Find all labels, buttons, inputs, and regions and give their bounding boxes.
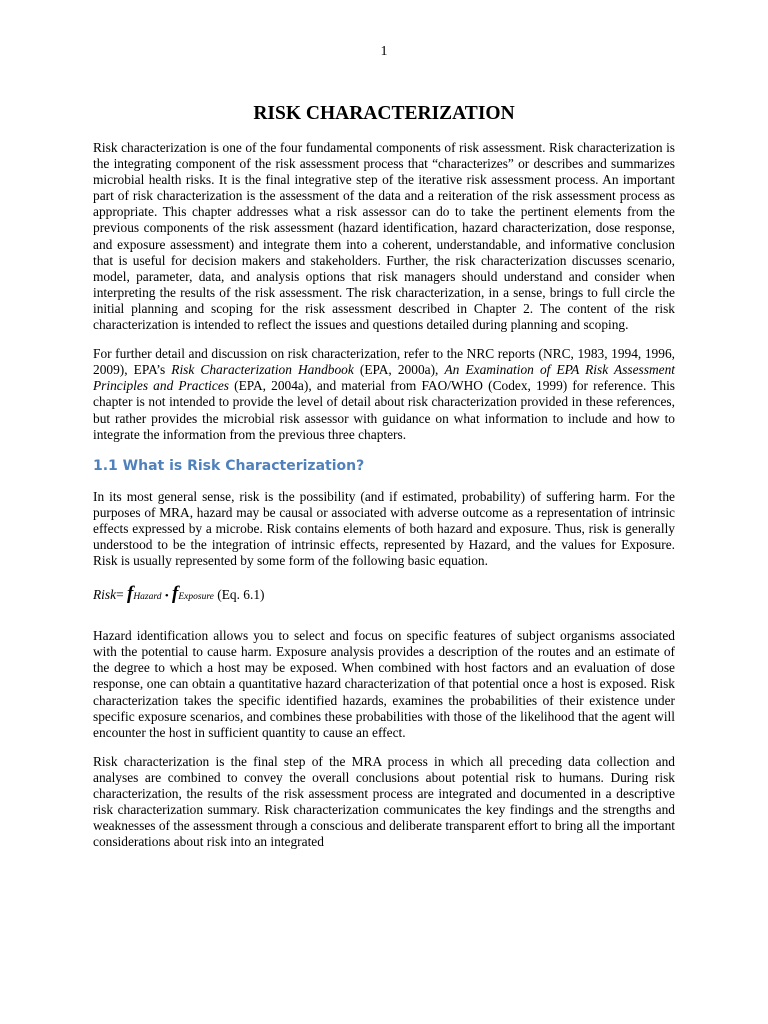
section-paragraph-1: In its most general sense, risk is the possibility (and if estimated, probability) of suffering harm. For the purposes of MRA, hazard may be causal or associated with adverse outcome as a representation of intrinsic effects expressed by a microbe. Risk contains elements of both hazard and exposure. Thus, risk is generally understood to be the integration of intrinsic effects, represented by Hazard, and the values for Exposure. Risk is usually represented by some form of the following basic equation. xyxy=(93,488,675,569)
intro-p2-text-1: For further detail and discussion on risk characterization, refer to the NRC reports (NRC, 1983, 1994, 1996, 2009), EPA’s xyxy=(93,346,675,378)
intro-paragraph-1: Risk characterization is one of the four fundamental components of risk assessment. Risk characterization is the integrating component of the risk assessment process that “characterizes” or describes and summarizes microbial health risks. It is the final integrative step of the iterative risk assessment process. An important part of risk characterization is the assessment of the data and a reiteration of the risk assessment process as appropriate. This chapter addresses what a risk assessor can do to take the pertinent elements from the previous components of the risk assessment (hazard identification, hazard characterization, dose response, and exposure assessment) and integrate them into a coherent, understandable, and informative conclusion that is useful for decision makers and stakeholders. Further, the risk characterization discusses scenario, model, parameter, data, and analysis options that risk managers should understand and consider when interpreting the results of the risk assessment. The risk characterization, in a sense, brings to full circle the initial planning and scoping for the risk assessment described in Chapter 2. The content of the risk characterization is intended to reflect the issues and questions detailed during planning and scoping. xyxy=(93,140,675,333)
reference-risk-handbook: Risk Characterization Handbook xyxy=(171,362,354,378)
equation-f-exposure: f xyxy=(172,583,179,605)
equation-lhs: Risk xyxy=(93,587,117,603)
section-heading: 1.1 What is Risk Characterization? xyxy=(93,457,365,474)
intro-paragraph-2 xyxy=(93,346,675,443)
equation-f-hazard: f xyxy=(126,583,134,605)
intro-p2-text-3: (EPA, 2004a), and material from FAO/WHO (Codex, 1999) for reference. This chapter is not intended to provide the level of detail about risk characterization provided in these references, but rather provides the microbial risk assessor with guidance on what information to include and how to integrate the information from the previous three chapters. xyxy=(93,378,675,442)
equation-dot: • xyxy=(164,590,169,603)
equation-sub-exposure: Exposure xyxy=(178,592,214,603)
risk-equation xyxy=(93,585,675,606)
equation-sub-hazard: Hazard xyxy=(133,592,162,603)
equation-label: (Eq. 6.1) xyxy=(217,587,265,603)
equation-equals: = xyxy=(116,587,124,603)
reference-epa-examination: An Examination of EPA Risk Assessment Principles and Practices xyxy=(93,362,676,394)
document-body xyxy=(93,102,675,863)
intro-p2-text-2: (EPA, 2000a), xyxy=(353,362,445,378)
section-paragraph-3: Risk characterization is the final step of the MRA process in which all preceding data collection and analyses are combined to convey the overall conclusions about potential risk to humans. During risk characterization, the results of the risk assessment process are integrated and documented in a descriptive risk characterization summary. Risk characterization communicates the key findings and the strengths and weaknesses of the assessment through a conscious and deliberate transparent effort to bring all the important considerations about risk into an integrated xyxy=(93,753,675,850)
page-title: RISK CHARACTERIZATION xyxy=(253,103,515,124)
section-paragraph-2: Hazard identification allows you to select and focus on specific features of subject organisms associated with the potential to cause harm. Exposure analysis provides a description of the routes and an estimate of the degree to which a host may be exposed. When combined with host factors and an evaluation of dose response, one can obtain a quantitative hazard characterization of that potential once a host is exposed. Risk characterization takes the specific identified hazards, examines the probabilities of their existence under specific exposure scenarios, and combines these probabilities with those of the likelihood that the agent will encounter the host in sufficient quantity to cause an effect. xyxy=(93,628,675,740)
page-number: 1 xyxy=(380,44,388,59)
